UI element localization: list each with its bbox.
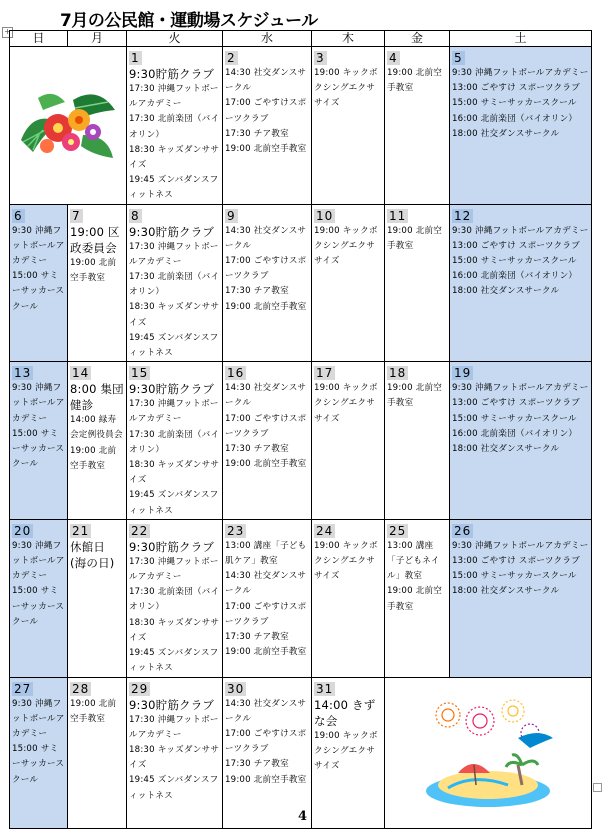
events-list [127, 697, 222, 804]
event-entry: 19:00 北前空手教室 [225, 647, 307, 658]
day-number: 18 [389, 366, 407, 381]
event-entry: 13:00 講座「子どもネイル」教室 [387, 540, 440, 582]
event-entry: 17:30 チア教室 [225, 759, 289, 770]
day-number: 15 [131, 366, 149, 381]
highlight-event: 休館日 [70, 539, 106, 554]
event-entry: 19:45 ズンバダンスフィットネス [129, 775, 219, 801]
event-entry: 17:30 沖縄フットボールアカデミー [129, 556, 219, 583]
day-cell-6[interactable] [10, 204, 68, 362]
day-cell-4[interactable] [385, 47, 450, 205]
event-entry: 17:30 北前楽団（バイオリン） [129, 587, 220, 613]
day-number: 13 [14, 366, 32, 381]
event-entry: 19:00 キックボクシングエクササイズ [314, 540, 378, 582]
page-number: 4 [297, 809, 308, 824]
event-entry: 17:30 北前楽団（バイオリン） [129, 114, 220, 140]
events-list [10, 539, 67, 630]
event-entry: 15:00 サミーサッカースクール [12, 428, 65, 470]
events-list [68, 697, 126, 727]
highlight-event: 9:30貯筋クラブ [129, 539, 215, 554]
day-cell-12[interactable] [450, 204, 592, 362]
events-list [10, 381, 67, 472]
day-number: 27 [14, 681, 32, 696]
day-cell-25[interactable] [385, 519, 450, 677]
week-row [10, 362, 592, 520]
weekday-tue: 火 [127, 31, 223, 47]
event-entry: 13:00 ごやすけ スポーツクラブ [452, 83, 580, 94]
highlight-event: 9:30貯筋クラブ [129, 697, 215, 712]
day-cell-23[interactable] [223, 519, 312, 677]
events-list [450, 224, 591, 300]
events-list [312, 381, 384, 427]
day-cell-14[interactable] [68, 362, 127, 520]
day-cell-10[interactable] [312, 204, 385, 362]
events-list [223, 66, 311, 157]
day-cell-31[interactable] [312, 677, 385, 828]
event-entry: 13:00 講座「子ども肌ケア」教室 [225, 540, 307, 567]
day-number: 24 [316, 523, 334, 538]
events-list [312, 539, 384, 585]
day-number: 5 [454, 51, 463, 65]
day-cell-9[interactable] [223, 204, 312, 362]
event-entry: 16:00 北前楽団（バイオリン） [452, 113, 578, 124]
day-number: 8 [131, 208, 140, 223]
event-entry: 19:00 北前空手教室 [387, 383, 443, 409]
day-cell-27[interactable] [10, 677, 68, 828]
event-entry: 17:30 チア教室 [225, 128, 289, 139]
day-number: 26 [454, 523, 472, 538]
event-entry: 19:00 北前空手教室 [225, 301, 307, 312]
day-cell-22[interactable] [127, 519, 223, 677]
events-list [10, 224, 67, 315]
weekday-sun: 日 [10, 31, 68, 47]
illustration-cell [385, 677, 592, 828]
day-number: 14 [72, 366, 90, 381]
event-entry: 19:00 北前空手教室 [225, 459, 307, 470]
illustration-cell [10, 47, 127, 205]
event-entry: 19:00 北前空手教室 [225, 774, 307, 785]
day-number: 31 [316, 681, 334, 696]
day-number: 23 [227, 523, 245, 538]
event-entry: 13:00 ごやすけ スポーツクラブ [452, 240, 580, 251]
event-entry: 19:00 北前空手教室 [225, 144, 307, 155]
event-entry: 19:00 北前空手教室 [70, 257, 117, 283]
day-cell-7[interactable] [68, 204, 127, 362]
page-title: 7月の公民館・運動場スケジュール [60, 11, 318, 31]
weekday-mon: 月 [68, 31, 127, 47]
event-entry: 19:00 北前空手教室 [70, 445, 117, 471]
week-row [10, 519, 592, 677]
day-cell-15[interactable] [127, 362, 223, 520]
week-row [10, 677, 592, 828]
events-list [10, 697, 67, 788]
day-cell-17[interactable] [312, 362, 385, 520]
event-entry: 17:30 沖縄フットボールアカデミー [129, 714, 219, 740]
event-entry: 15:00 サミーサッカースクール [452, 256, 577, 267]
day-number: 25 [389, 523, 407, 538]
events-list [127, 381, 222, 519]
weekday-wed: 水 [223, 31, 312, 47]
events-list [223, 539, 311, 661]
event-entry: 17:00 ごやすけスポーツクラブ [225, 728, 307, 755]
event-entry: 9:30 沖縄フットボールアカデミー [12, 540, 65, 582]
event-entry: 15:00 サミーサッカースクール [12, 271, 65, 312]
event-entry: 19:00 北前空手教室 [387, 225, 443, 251]
event-entry: 18:00 社交ダンスサークル [452, 586, 560, 597]
event-entry: 17:30 北前楽団（バイオリン） [129, 272, 220, 298]
day-cell-1[interactable] [127, 47, 223, 205]
event-entry: 15:00 サミーサッカースクール [12, 744, 65, 785]
day-number: 12 [454, 208, 472, 223]
day-number: 11 [389, 208, 407, 223]
day-cell-13[interactable] [10, 362, 68, 520]
events-list [127, 539, 222, 677]
day-cell-20[interactable] [10, 519, 68, 677]
highlight-event: 14:00 きずな会 [314, 697, 376, 728]
events-list [127, 66, 222, 204]
events-list [312, 224, 384, 270]
event-entry: 15:00 サミーサッカースクール [452, 98, 577, 109]
event-entry: 18:00 社交ダンスサークル [452, 286, 560, 297]
event-entry: 16:00 北前楽団（バイオリン） [452, 271, 578, 282]
events-list [312, 697, 384, 775]
event-entry: 9:30 沖縄フットボールアカデミー [452, 225, 589, 236]
event-entry: 18:30 キッズダンササイズ [129, 617, 220, 643]
day-number: 4 [389, 51, 398, 65]
event-entry: 19:45 ズンバダンスフィットネス [129, 175, 219, 201]
event-entry: 13:00 ごやすけ スポーツクラブ [452, 398, 580, 409]
event-entry: 15:00 サミーサッカースクール [12, 586, 65, 627]
event-entry: 9:30 沖縄フットボールアカデミー [12, 383, 65, 424]
event-entry: 9:30 沖縄フットボールアカデミー [12, 225, 65, 267]
event-entry: 14:30 社交ダンスサークル [225, 698, 307, 724]
table-move-handle[interactable]: + [2, 27, 13, 38]
event-entry: 19:45 ズンバダンスフィットネス [129, 332, 219, 359]
day-cell-2[interactable] [223, 47, 312, 205]
events-list [68, 539, 126, 571]
day-number: 19 [454, 366, 472, 381]
event-entry: 18:30 キッズダンササイズ [129, 144, 220, 171]
event-entry: 17:00 ごやすけスポーツクラブ [225, 601, 307, 627]
day-cell-21[interactable] [68, 519, 127, 677]
events-list [223, 697, 311, 788]
event-entry: 18:30 キッズダンササイズ [129, 744, 220, 771]
day-cell-29[interactable] [127, 677, 223, 828]
week-row [10, 47, 592, 205]
day-cell-24[interactable] [312, 519, 385, 677]
event-entry: 9:30 沖縄フットボールアカデミー [452, 383, 589, 394]
event-entry: 18:00 社交ダンスサークル [452, 128, 560, 139]
day-number: 30 [227, 681, 245, 696]
event-entry: 19:45 ズンバダンスフィットネス [129, 648, 219, 674]
day-cell-3[interactable] [312, 47, 385, 205]
table-resize-handle[interactable] [593, 783, 602, 792]
day-number: 6 [14, 208, 23, 223]
event-entry: 19:00 キックボクシングエクササイズ [314, 225, 378, 267]
events-list [450, 539, 591, 600]
day-cell-11[interactable] [385, 204, 450, 362]
event-entry: 13:00 ごやすけ スポーツクラブ [452, 556, 580, 567]
event-entry: 19:00 キックボクシングエクササイズ [314, 68, 378, 109]
week-row [10, 204, 592, 362]
day-number: 29 [131, 681, 149, 696]
highlight-event: 19:00 区政委員会 [70, 224, 120, 255]
event-entry: 19:00 キックボクシングエクササイズ [314, 730, 378, 771]
highlight-event: 9:30貯筋クラブ [129, 224, 215, 239]
day-number: 7 [72, 208, 81, 223]
highlight-event: (海の日) [70, 555, 115, 570]
events-list [127, 224, 222, 362]
highlight-event: 9:30貯筋クラブ [129, 382, 215, 397]
event-entry: 17:30 チア教室 [225, 632, 289, 643]
beach-fireworks-illustration [418, 693, 558, 813]
day-cell-18[interactable] [385, 362, 450, 520]
weekday-fri: 金 [385, 31, 450, 47]
day-cell-28[interactable] [68, 677, 127, 828]
event-entry: 16:00 北前楽団（バイオリン） [452, 428, 578, 439]
event-entry: 15:00 サミーサッカースクール [452, 571, 577, 582]
event-entry: 18:30 キッズダンササイズ [129, 302, 220, 328]
day-number: 16 [227, 366, 245, 381]
event-entry: 17:30 沖縄フットボールアカデミー [129, 84, 219, 110]
day-cell-16[interactable] [223, 362, 312, 520]
day-number: 1 [131, 51, 140, 65]
event-entry: 14:30 社交ダンスサークル [225, 383, 307, 409]
highlight-event: 9:30貯筋クラブ [129, 67, 215, 81]
event-entry: 19:00 北前空手教室 [387, 68, 443, 94]
schedule-table [9, 30, 592, 829]
event-entry: 19:45 ズンバダンスフィットネス [129, 490, 219, 516]
event-entry: 17:30 チア教室 [225, 444, 289, 455]
day-cell-26[interactable] [450, 519, 592, 677]
event-entry: 14:30 社交ダンスサークル [225, 225, 307, 251]
event-entry: 14:30 社交ダンスサークル [225, 68, 307, 94]
highlight-event: 8:00 集団健診 [70, 382, 124, 413]
event-entry: 17:30 北前楽団（バイオリン） [129, 429, 220, 455]
events-list [68, 381, 126, 474]
event-entry: 19:00 北前空手教室 [387, 586, 443, 612]
event-entry: 17:00 ごやすけスポーツクラブ [225, 256, 307, 282]
event-entry: 17:00 ごやすけスポーツクラブ [225, 98, 307, 124]
events-list [312, 66, 384, 112]
event-entry: 18:30 キッズダンササイズ [129, 460, 220, 486]
events-list [450, 66, 591, 142]
day-cell-8[interactable] [127, 204, 223, 362]
event-entry: 17:30 沖縄フットボールアカデミー [129, 241, 219, 267]
day-cell-19[interactable] [450, 362, 592, 520]
day-number: 10 [316, 208, 334, 223]
event-entry: 17:30 チア教室 [225, 286, 289, 297]
day-number: 3 [316, 51, 325, 65]
weekday-sat: 土 [450, 31, 592, 47]
day-number: 21 [72, 523, 90, 538]
day-number: 9 [227, 208, 236, 223]
day-cell-30[interactable] [223, 677, 312, 828]
weekday-header-row [10, 31, 592, 47]
event-entry: 14:30 社交ダンスサークル [225, 571, 307, 597]
events-list [68, 224, 126, 286]
event-entry: 17:00 ごやすけスポーツクラブ [225, 413, 307, 439]
events-list [385, 66, 449, 96]
weekday-thu: 木 [312, 31, 385, 47]
day-number: 22 [131, 523, 149, 538]
event-entry: 14:00 緑寿会定例役員会 [70, 415, 123, 441]
events-list [385, 381, 449, 411]
events-list [385, 224, 449, 254]
day-number: 17 [316, 366, 334, 381]
event-entry: 9:30 沖縄フットボールアカデミー [12, 698, 65, 739]
event-entry: 9:30 沖縄フットボールアカデミー [452, 68, 589, 78]
events-list [450, 381, 591, 457]
event-entry: 9:30 沖縄フットボールアカデミー [452, 540, 589, 551]
event-entry: 18:00 社交ダンスサークル [452, 444, 560, 455]
event-entry: 19:00 キックボクシングエクササイズ [314, 383, 378, 424]
day-number: 2 [227, 51, 236, 65]
events-list [385, 539, 449, 615]
day-number: 28 [72, 681, 90, 696]
events-list [223, 381, 311, 472]
day-cell-5[interactable] [450, 47, 592, 205]
events-list [223, 224, 311, 315]
tropical-flowers-illustration [13, 80, 123, 170]
event-entry: 15:00 サミーサッカースクール [452, 413, 577, 424]
event-entry: 19:00 北前空手教室 [70, 698, 117, 724]
day-number: 20 [14, 523, 32, 538]
event-entry: 17:30 沖縄フットボールアカデミー [129, 399, 219, 425]
